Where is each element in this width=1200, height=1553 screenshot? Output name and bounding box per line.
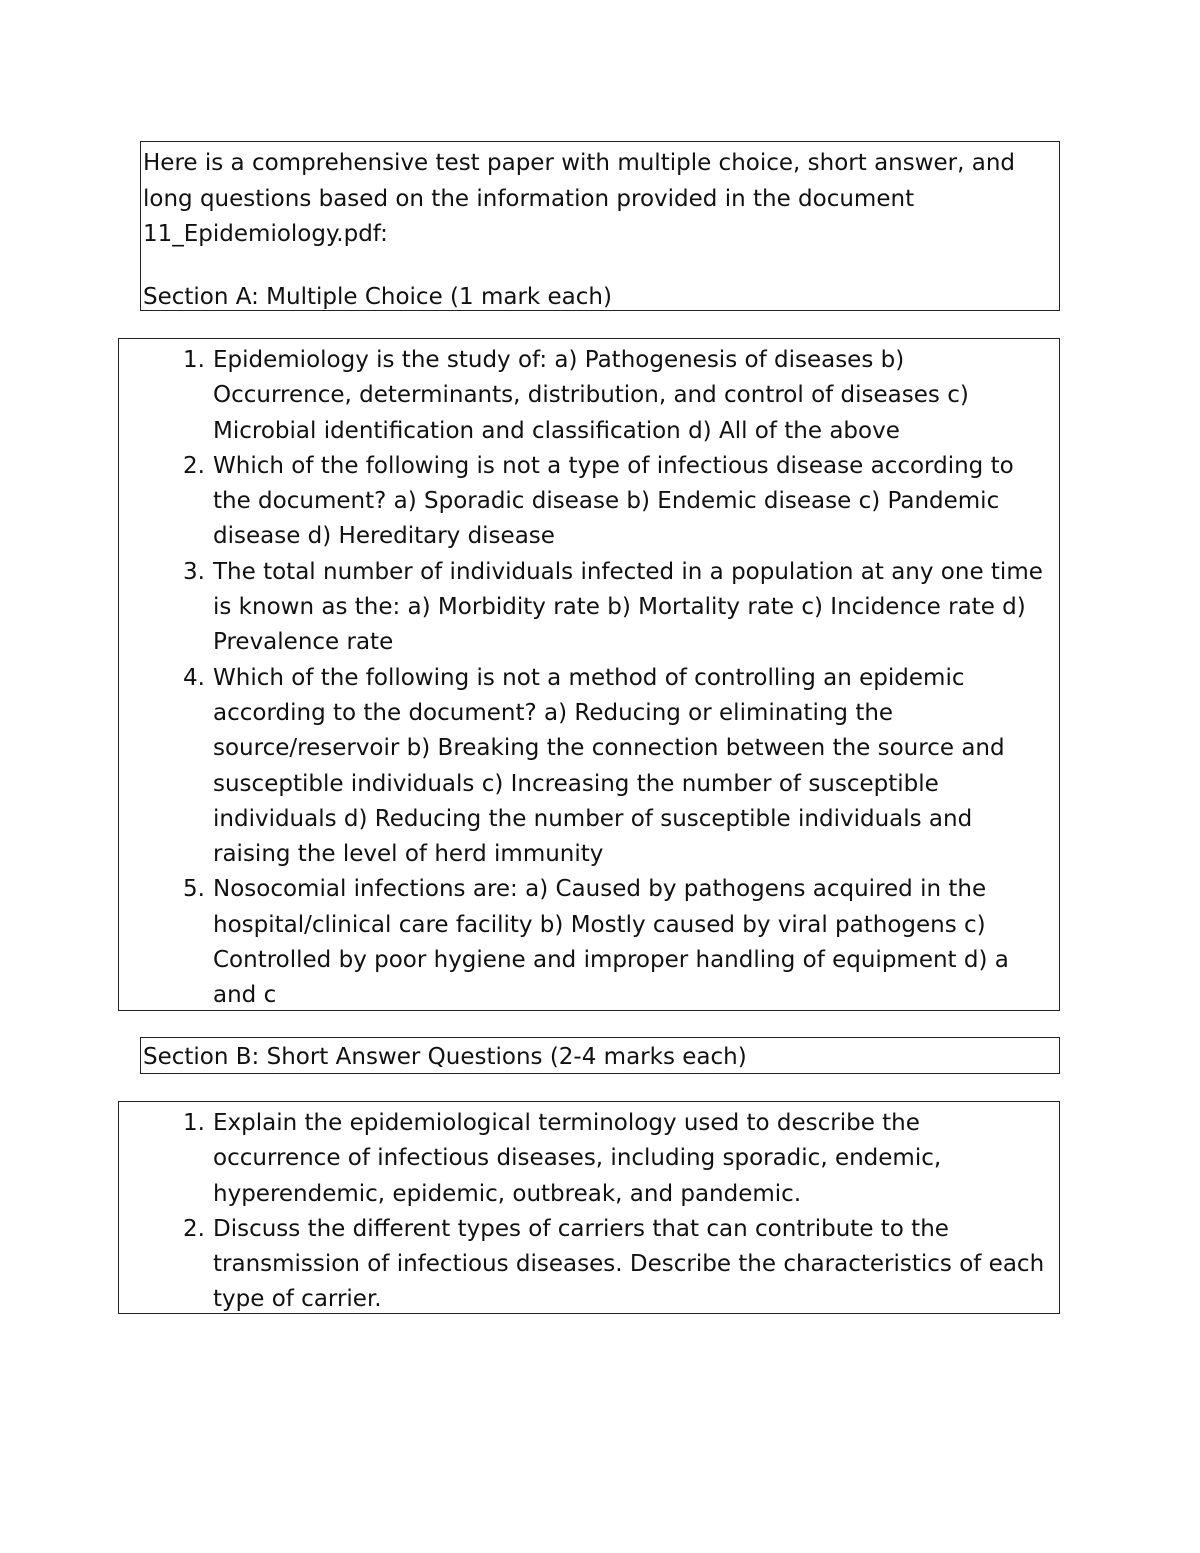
question-text: Which of the following is not a type of infectious disease according to the document? a) Sporadic disease b) Endemic disease c) Pandemic disease d) Hereditary disease — [213, 452, 1014, 550]
question-number: 2. — [183, 452, 205, 479]
intro-box — [140, 141, 1060, 311]
question-item — [119, 449, 1059, 555]
question-text: Which of the following is not a method of controlling an epidemic according to the document? a) Reducing or eliminating the source/reservoir b) Breaking the connection between the source and susceptible individuals c) Increasing the number of susceptible individuals d) Reducing the number of susceptible individuals and raising the level of herd immunity — [213, 664, 1005, 868]
question-number: 4. — [183, 664, 205, 691]
short-answer-list — [119, 1106, 1059, 1314]
question-item — [119, 661, 1059, 873]
section-a-heading: Section A: Multiple Choice (1 mark each) — [143, 284, 612, 310]
question-item — [119, 1106, 1059, 1212]
question-item — [119, 343, 1059, 449]
multiple-choice-box — [118, 338, 1060, 1011]
question-number: 5. — [183, 876, 205, 903]
question-number: 3. — [183, 558, 205, 585]
short-answer-box — [118, 1101, 1060, 1314]
multiple-choice-list — [119, 343, 1059, 1011]
section-b-heading: Section B: Short Answer Questions (2-4 marks each) — [143, 1044, 747, 1070]
question-text: Epidemiology is the study of: a) Pathogenesis of diseases b) Occurrence, determinants, distribution, and control of diseases c) Microbial identification and classification d) All of the above — [213, 347, 969, 444]
question-number: 1. — [183, 1110, 205, 1136]
intro-text: Here is a comprehensive test paper with multiple choice, short answer, and long questions based on the information provided in the document 11_Epidemiology.pdf: — [143, 150, 1023, 247]
question-item — [119, 872, 1059, 1011]
question-item — [119, 1212, 1059, 1314]
question-text: Explain the epidemiological terminology used to describe the occurrence of infectious diseases, including sporadic, endemic, hyperendemic, epidemic, outbreak, and pandemic. — [213, 1110, 942, 1207]
question-text: The total number of individuals infected in a population at any one time is known as the: a) Morbidity rate b) Mortality rate c) Incidence rate d) Prevalence rate — [213, 558, 1043, 656]
question-text: Discuss the different types of carriers that can contribute to the transmission of infectious diseases. Describe the characteristics of each type of carrier. — [213, 1215, 1045, 1313]
question-number: 1. — [183, 347, 205, 373]
question-number: 2. — [183, 1215, 205, 1242]
question-item — [119, 555, 1059, 661]
question-text: Nosocomial infections are: a) Caused by pathogens acquired in the hospital/clinical care facility b) Mostly caused by viral pathogens c) Controlled by poor hygiene and improper handling of equipment d) a and c — [213, 876, 1009, 1009]
section-b-heading-box — [140, 1037, 1060, 1074]
